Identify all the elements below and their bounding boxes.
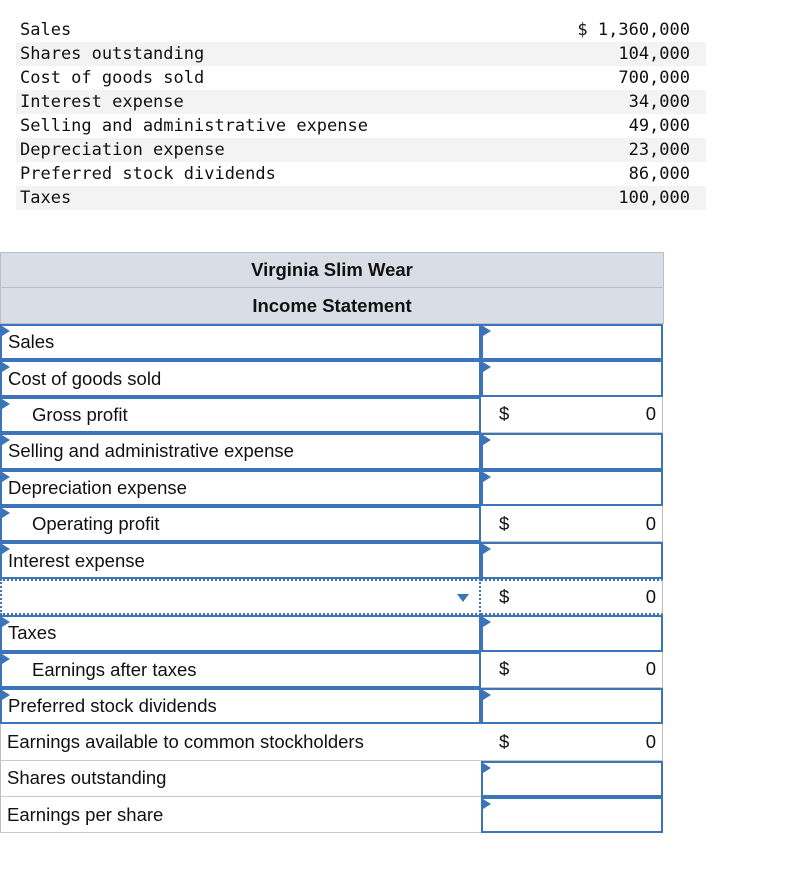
row-label xyxy=(0,761,481,797)
amount-value: 0 xyxy=(645,585,656,607)
statement-row-taxes xyxy=(0,615,664,651)
given-row xyxy=(16,18,706,42)
currency-symbol: $ xyxy=(499,730,510,752)
row-label: Depreciation expense xyxy=(8,476,187,498)
label-dropdown[interactable] xyxy=(0,579,481,615)
row-label xyxy=(0,724,481,760)
amount-input[interactable] xyxy=(481,433,663,469)
row-label-select[interactable] xyxy=(0,688,481,724)
statement-row-gross-profit xyxy=(0,397,664,433)
amount-input[interactable] xyxy=(481,761,663,797)
given-label: Sales xyxy=(20,20,72,40)
amount-value: 0 xyxy=(645,403,656,425)
statement-title: Income Statement xyxy=(0,287,664,324)
statement-row-preferred xyxy=(0,688,664,724)
selector-marker-icon xyxy=(2,435,10,445)
amount-value: 0 xyxy=(645,658,656,680)
statement-row-sga xyxy=(0,433,664,469)
amount-value: 0 xyxy=(645,512,656,534)
given-row xyxy=(16,162,706,186)
computed-amount xyxy=(481,397,663,433)
row-label: Sales xyxy=(8,331,55,353)
computed-amount xyxy=(481,579,663,615)
statement-row-cogs xyxy=(0,360,664,396)
given-label: Interest expense xyxy=(20,92,184,112)
amount-value: 0 xyxy=(645,730,656,752)
amount-input[interactable] xyxy=(481,615,663,651)
currency-symbol: $ xyxy=(499,585,510,607)
row-label xyxy=(0,797,481,833)
input-marker-icon xyxy=(483,435,491,445)
given-data-table xyxy=(16,18,706,210)
computed-amount xyxy=(481,724,663,760)
statement-row-operating-profit xyxy=(0,506,664,542)
currency-symbol: $ xyxy=(499,658,510,680)
row-label: Selling and administrative expense xyxy=(8,440,294,462)
statement-row-depreciation xyxy=(0,470,664,506)
given-label: Selling and administrative expense xyxy=(20,116,368,136)
row-label: Preferred stock dividends xyxy=(8,695,217,717)
currency-symbol: $ xyxy=(499,403,510,425)
chevron-down-icon[interactable] xyxy=(457,594,469,602)
amount-input[interactable] xyxy=(481,360,663,396)
amount-input[interactable] xyxy=(481,542,663,578)
selector-marker-icon xyxy=(2,508,10,518)
given-value: 100,000 xyxy=(618,188,690,208)
computed-amount xyxy=(481,506,663,542)
row-label-select[interactable] xyxy=(0,470,481,506)
input-marker-icon xyxy=(483,544,491,554)
company-name: Virginia Slim Wear xyxy=(0,252,664,287)
given-value: 49,000 xyxy=(628,116,690,136)
input-marker-icon xyxy=(483,617,491,627)
given-value: 34,000 xyxy=(628,92,690,112)
row-label: Cost of goods sold xyxy=(8,367,162,389)
statement-row-eps xyxy=(0,797,664,833)
given-value: $ 1,360,000 xyxy=(577,20,690,40)
given-row xyxy=(16,90,706,114)
amount-input[interactable] xyxy=(481,797,663,833)
row-label: Earnings after taxes xyxy=(32,658,197,680)
selector-marker-icon xyxy=(2,362,10,372)
row-label-select[interactable] xyxy=(0,652,481,688)
given-row xyxy=(16,66,706,90)
currency-symbol: $ xyxy=(499,512,510,534)
selector-marker-icon xyxy=(2,654,10,664)
statement-row-eat xyxy=(0,652,664,688)
selector-marker-icon xyxy=(2,399,10,409)
given-row xyxy=(16,186,706,210)
row-label-text: Earnings per share xyxy=(7,803,164,825)
row-label-select[interactable] xyxy=(0,397,481,433)
row-label-text: Earnings available to common stockholders xyxy=(7,730,364,752)
row-label-select[interactable] xyxy=(0,542,481,578)
given-value: 104,000 xyxy=(618,44,690,64)
amount-input[interactable] xyxy=(481,688,663,724)
statement-row-eacs xyxy=(0,724,664,760)
selector-marker-icon xyxy=(2,617,10,627)
given-value: 86,000 xyxy=(628,164,690,184)
income-statement xyxy=(0,252,664,833)
given-value: 700,000 xyxy=(618,68,690,88)
row-label-select[interactable] xyxy=(0,433,481,469)
input-marker-icon xyxy=(483,799,491,809)
statement-row-interest xyxy=(0,542,664,578)
row-label: Taxes xyxy=(8,622,57,644)
given-value: 23,000 xyxy=(628,140,690,160)
statement-row-shares xyxy=(0,761,664,797)
row-label-select[interactable] xyxy=(0,324,481,360)
statement-row-select xyxy=(0,579,664,615)
input-marker-icon xyxy=(483,326,491,336)
given-row xyxy=(16,42,706,66)
given-label: Cost of goods sold xyxy=(20,68,205,88)
amount-input[interactable] xyxy=(481,470,663,506)
row-label: Operating profit xyxy=(32,513,160,535)
row-label-select[interactable] xyxy=(0,506,481,542)
selector-marker-icon xyxy=(2,544,10,554)
input-marker-icon xyxy=(483,690,491,700)
row-label: Interest expense xyxy=(8,549,145,571)
amount-input[interactable] xyxy=(481,324,663,360)
selector-marker-icon xyxy=(2,690,10,700)
given-row xyxy=(16,138,706,162)
statement-row-sales xyxy=(0,324,664,360)
row-label: Gross profit xyxy=(32,403,128,425)
given-label: Preferred stock dividends xyxy=(20,164,276,184)
input-marker-icon xyxy=(483,763,491,773)
given-label: Depreciation expense xyxy=(20,140,225,160)
computed-amount xyxy=(481,652,663,688)
selector-marker-icon xyxy=(2,472,10,482)
input-marker-icon xyxy=(483,362,491,372)
row-label-select[interactable] xyxy=(0,360,481,396)
given-label: Shares outstanding xyxy=(20,44,205,64)
selector-marker-icon xyxy=(2,326,10,336)
row-label-select[interactable] xyxy=(0,615,481,651)
given-label: Taxes xyxy=(20,188,72,208)
input-marker-icon xyxy=(483,472,491,482)
given-row xyxy=(16,114,706,138)
row-label-text: Shares outstanding xyxy=(7,767,167,789)
